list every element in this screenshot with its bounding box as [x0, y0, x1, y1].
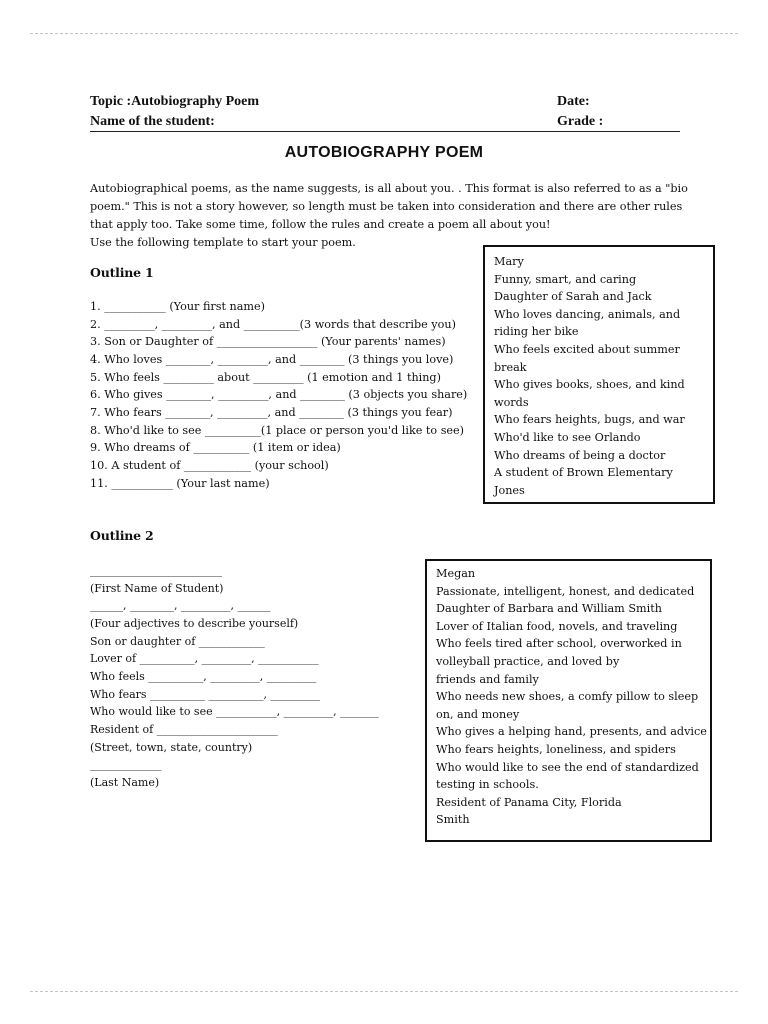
date-label: Date: — [557, 94, 590, 109]
example2-line: friends and family — [436, 672, 539, 686]
example1-line: Who dreams of being a doctor — [494, 448, 666, 462]
outline1-item: 9. Who dreams of __________ (1 item or idea) — [90, 441, 341, 455]
outline1-item: 11. ___________ (Your last name) — [90, 476, 270, 490]
grade-label: Grade : — [557, 114, 604, 129]
outline1-item: 7. Who fears ________, _________, and ________ (3 things you fear) — [90, 405, 453, 419]
example2-line: Who needs new shoes, a comfy pillow to sleep — [436, 690, 699, 704]
example2-line: Passionate, intelligent, honest, and dedicated — [436, 584, 695, 598]
example2-line: Lover of Italian food, novels, and traveling — [436, 619, 678, 633]
outline2-item: Who would like to see ___________, _________, _______ — [90, 705, 379, 719]
example1-line: Mary — [494, 255, 524, 268]
example1-box — [483, 245, 715, 504]
example2-line: Who gives a helping hand, presents, and advice — [436, 725, 707, 739]
example1-line: A student of Brown Elementary — [494, 466, 673, 480]
outline1-item: 6. Who gives ________, _________, and ________ (3 objects you share) — [90, 388, 468, 402]
outline1-heading: Outline 1 — [90, 265, 154, 280]
topic-label: Topic :Autobiography Poem — [90, 94, 260, 109]
example2-line: Who feels tired after school, overworked in — [436, 637, 682, 651]
outline2-item: _____________ — [90, 758, 162, 772]
example1-line: Who feels excited about summer — [494, 342, 680, 356]
outline2-item: Who feels __________, _________, _________ — [90, 669, 317, 683]
outline2-list — [90, 562, 410, 792]
outline2-item: (Last Name) — [90, 775, 160, 789]
intro-paragraph — [90, 180, 688, 252]
example1-line: Who'd like to see Orlando — [494, 430, 641, 444]
header-divider — [90, 131, 680, 132]
outline2-item: Son or daughter of ____________ — [90, 634, 265, 648]
outline2-item: ______, ________, _________, ______ — [90, 599, 271, 613]
example1-line: Daughter of Sarah and Jack — [494, 290, 652, 304]
page-title: AUTOBIOGRAPHY POEM — [284, 144, 484, 161]
example2-line: Smith — [436, 813, 470, 827]
outline1-item: 1. ___________ (Your first name) — [90, 300, 266, 313]
outline2-item: (First Name of Student) — [90, 581, 224, 595]
outline2-item: ________________________ — [90, 564, 222, 577]
example1-line: Who gives books, shoes, and kind — [494, 378, 685, 392]
example2-line: Megan — [436, 567, 476, 580]
example2-line: Who would like to see the end of standardized — [436, 760, 699, 774]
outline2-heading: Outline 2 — [90, 528, 154, 543]
example2-box — [425, 559, 712, 842]
outline2-item: Who fears __________ __________, _________ — [90, 687, 321, 701]
example2-line: Who fears heights, loneliness, and spiders — [436, 742, 676, 756]
example1-line: Jones — [494, 483, 525, 497]
example2-line: on, and money — [436, 707, 520, 721]
intro-line: Autobiographical poems, as the name suggests, is all about you. . This format is also referred to as a "bio — [90, 182, 688, 195]
intro-line: poem." This is not a story however, so length must be taken into consideration and there are other rules — [90, 200, 683, 213]
example2-line: testing in schools. — [436, 778, 539, 792]
example1-line: Who fears heights, bugs, and war — [494, 413, 685, 427]
outline1-item: 8. Who'd like to see __________(1 place or person you'd like to see) — [90, 423, 465, 437]
example2-line: volleyball practice, and loved by — [436, 654, 620, 668]
student-name-label: Name of the student: — [90, 114, 215, 129]
example1-line: words — [494, 395, 529, 409]
outline2-item: Resident of ______________________ — [90, 722, 278, 736]
top-dashed-border — [30, 33, 738, 34]
example1-line: Who loves dancing, animals, and — [494, 307, 681, 321]
outline1-item: 2. _________, _________, and __________(3 words that describe you) — [90, 317, 456, 331]
example1-line: riding her bike — [494, 325, 579, 339]
outline2-item: (Street, town, state, country) — [90, 740, 253, 754]
outline1-item: 3. Son or Daughter of __________________ (Your parents' names) — [90, 335, 446, 349]
outline1-item: 10. A student of ____________ (your school) — [90, 458, 329, 472]
example2-line: Resident of Panama City, Florida — [436, 795, 622, 809]
intro-line: Use the following template to start your poem. — [90, 236, 356, 249]
outline1-list — [90, 298, 490, 492]
outline1-item: 5. Who feels _________ about _________ (1 emotion and 1 thing) — [90, 370, 441, 384]
outline2-item: Lover of __________, _________, ___________ — [90, 652, 319, 666]
outline2-item: (Four adjectives to describe yourself) — [90, 616, 299, 630]
example2-line: Daughter of Barbara and William Smith — [436, 602, 662, 616]
bottom-dashed-border — [30, 991, 738, 992]
example1-line: Funny, smart, and caring — [494, 272, 637, 286]
outline1-item: 4. Who loves ________, _________, and ________ (3 things you love) — [90, 352, 454, 366]
example1-line: break — [494, 360, 527, 374]
intro-line: that apply too. Take some time, follow the rules and create a poem all about you! — [90, 218, 551, 231]
